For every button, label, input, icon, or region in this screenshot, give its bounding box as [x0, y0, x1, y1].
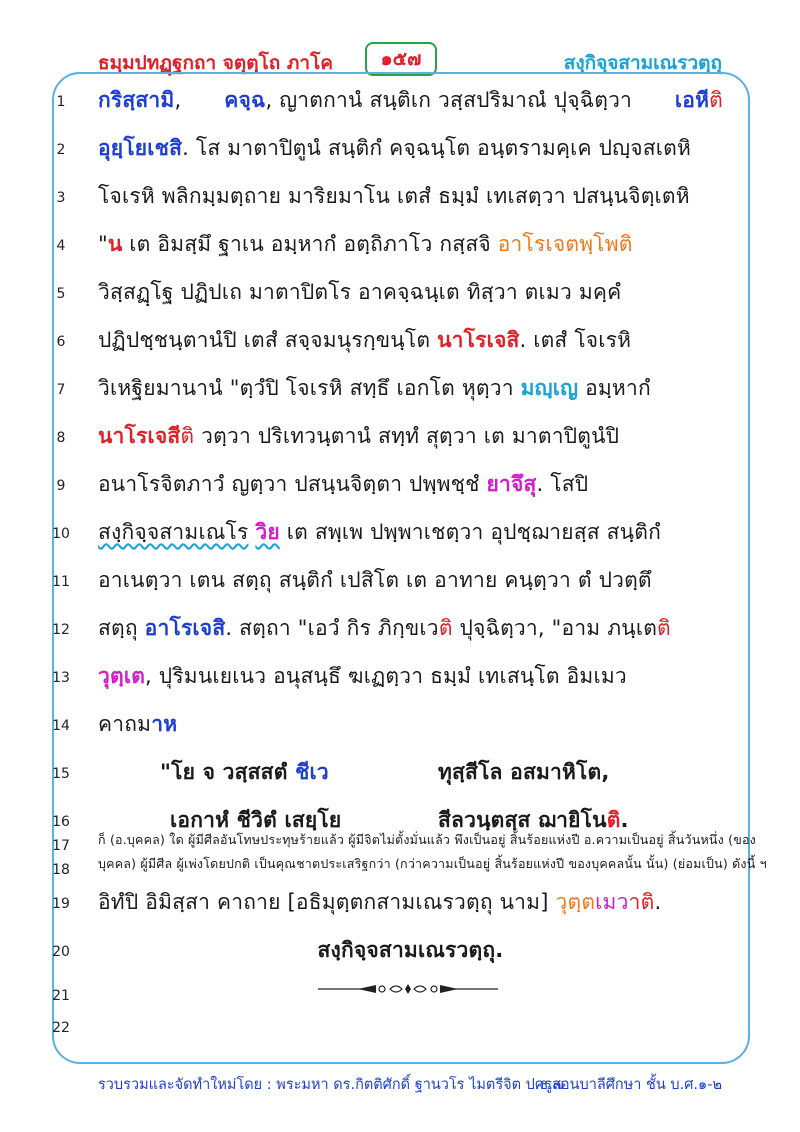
verse-part-a: เอกาหํ ชีวิตํ เสยฺโย [170, 808, 342, 832]
line-content [98, 324, 723, 357]
line-number: 11 [52, 574, 70, 590]
word-red: นาโรเจสี [98, 424, 181, 448]
verse-part-a [160, 756, 329, 789]
word: วตฺวา ปริเทวนฺตานํ สทฺทํ สุตฺวา เต มาตาปิตูนํปิ [194, 424, 620, 448]
line-content [98, 132, 723, 165]
compiler-credit: รวบรวมและจัดทำใหม่โดย : พระมหา ดร.กิตติศักดิ์ ฐานวโร ไมตรีจิต ป.ธ.๗ [98, 1077, 564, 1093]
word-highlight: อุยฺโยเชสิ [98, 136, 183, 160]
verse-line-1 [0, 750, 800, 796]
line-number: 14 [52, 718, 70, 734]
line-content [98, 228, 723, 261]
text-line-14 [0, 702, 800, 748]
text-line-10 [0, 510, 800, 556]
line-content [98, 468, 723, 501]
line-content: โจเรหิ พลิกมฺมตฺถาย มาริยมาโน เตสํ ธมฺมํ เทเสตฺวา ปสนฺนจิตฺเตหิ [98, 184, 690, 208]
word: อิทํปิ อิมิสฺสา คาถาย [อธิมุตฺตกสามเณรวตฺถุ นาม] [98, 890, 549, 914]
word-red: น [107, 232, 123, 256]
line-number: 9 [56, 478, 66, 494]
line-content [98, 372, 723, 405]
word: , ญาตกานํ สนฺติเก วสฺสปริมาณํ ปุจฺฉิตฺวา [265, 88, 633, 112]
text-line-22 [0, 1004, 800, 1050]
line-number: 13 [52, 670, 70, 686]
word: . [654, 890, 662, 914]
line-number: 4 [56, 238, 66, 254]
word: สตฺถุ [98, 616, 138, 640]
word: , [174, 88, 182, 112]
word: . [620, 808, 629, 832]
word: . โส มาตาปิตูนํ สนฺติกํ คจฺฉนฺโต อนฺตรามคฺเค ปญฺจสเตหิ [182, 136, 692, 160]
line-number: 12 [52, 622, 70, 638]
word-red: ติ [657, 616, 671, 640]
word: . เตสํ โจเรหิ [519, 328, 632, 352]
line-number: 3 [56, 190, 66, 206]
text-line-8 [0, 414, 800, 460]
teacher-credit: ครูสอนบาลีศึกษา ชั้น บ.ศ.๑-๒ [534, 1077, 722, 1093]
word-underlined: สงฺกิจฺจสามเณโร [98, 520, 249, 544]
word-cyan: มญฺเญ [520, 376, 579, 400]
divider-ornament-icon [318, 982, 498, 996]
word: เต อิมสฺมึ ฐาเน อมฺหากํ อตฺถิภาโว กสฺสจิ [122, 232, 491, 256]
line-content: อาเนตฺวา เตน สตฺถุ สนฺติกํ เปสิโต เต อาทาย คนฺตฺวา ตํ ปวตฺตึ [98, 568, 652, 592]
word-red: าติ [628, 890, 655, 914]
line-number: 10 [52, 526, 70, 542]
word-highlight: ชีเว [295, 760, 329, 784]
line-number: 21 [52, 988, 70, 1004]
line-number: 15 [52, 766, 70, 782]
line-content [98, 660, 723, 693]
word-magenta: เมว [595, 890, 629, 914]
text-line-13 [0, 654, 800, 700]
word: คาถม [98, 712, 152, 736]
text-line-9 [0, 462, 800, 508]
text-line-6 [0, 318, 800, 364]
text-line-3 [0, 174, 800, 220]
line-number: 20 [52, 944, 70, 960]
word: , ปุริมนเยเนว อนุสนฺธึ ฆเฏตฺวา ธมฺมํ เทเสนฺโต อิมเมว [145, 664, 627, 688]
line-number: 22 [52, 1020, 70, 1036]
word: "โย จ วสฺสสตํ [160, 760, 288, 784]
line-number: 5 [56, 286, 66, 302]
word-red: ติ [180, 424, 195, 448]
verse-part-b: ทุสฺสีโล อสมาหิโต, [438, 760, 610, 784]
word: . โสปิ [536, 472, 589, 496]
line-number: 7 [56, 382, 66, 398]
line-content [98, 886, 723, 919]
line-number: 8 [56, 430, 66, 446]
line-content: วิสฺสฏฺโฐ ปฏิปเถ มาตาปิตโร อาคจฺฉนฺเต ทิสฺวา ตเมว มคฺคํ [98, 280, 622, 304]
word-red: ติ [709, 88, 723, 112]
word-magenta: วิย [255, 520, 280, 544]
line-content: บุคคล) ผู้มีศีล ผู้เพ่งโดยปกติ เป็นคุณชาตประเสริฐกว่า (กว่าความเป็นอยู่ สิ้นร้อยแห่งปี ของบุคคลนั้น นั้น) (ย่อมเป็น) ดังนี้ ฯ [98, 856, 767, 871]
line-number: 1 [56, 94, 66, 110]
text-line-1 [0, 78, 800, 124]
word-highlight: เอหี [674, 88, 710, 112]
line-number: 6 [56, 334, 66, 350]
word-orange: วุตฺต [555, 890, 596, 914]
text-line-7 [0, 366, 800, 412]
word: สีลวนฺตสฺส ฌายิโน [438, 808, 607, 832]
book-title: ธมฺมปทฏฺฐกถา จตุตฺโถ ภาโค [98, 52, 334, 74]
word-magenta: วุตฺเต [98, 664, 146, 688]
line-number: 16 [52, 814, 70, 830]
line-content [98, 708, 723, 741]
word-red: นาโรเจสิ [437, 328, 520, 352]
text-line-11 [0, 558, 800, 604]
line-number: 19 [52, 896, 70, 912]
story-title: สงฺกิจฺจสามเณรวตฺถุ [563, 52, 722, 74]
word-highlight: าห [151, 712, 178, 736]
word-highlight: กริสฺสามิ [98, 88, 175, 112]
page-number: ๑๕๗ [365, 42, 437, 76]
line-number: 2 [56, 142, 66, 158]
line-content: ก็ (อ.บุคคล) ใด ผู้มีศีลอันโทษประทุษร้ายแล้ว ผู้มีจิตไม่ตั้งมั่นแล้ว พึงเป็นอยู่ สิ้นร้อยแห่งปี อ.ความเป็นอยู่ สิ้นวันหนึ่ง (ของ [98, 832, 756, 847]
story-end-title: สงฺกิจฺจสามเณรวตฺถุ. [317, 938, 504, 962]
word-highlight: คจฺฉ [224, 88, 266, 112]
word-red: ติ [606, 808, 621, 832]
text-line-19 [0, 880, 800, 926]
text-line-12 [0, 606, 800, 652]
word: อมฺหากํ [578, 376, 651, 400]
text-line-5 [0, 270, 800, 316]
line-content [98, 612, 723, 645]
word-magenta: ยาจึสุ [486, 472, 537, 496]
word: ปฏิปชฺชนฺตานํปิ เตสํ สจฺจมนุรกฺขนฺโต [98, 328, 431, 352]
line-content [98, 516, 723, 549]
word: เต สพฺเพ ปพฺพาเชตฺวา อุปชฺฌายสฺส สนฺติกํ [279, 520, 661, 544]
word: ปุจฺฉิตฺวา, "อาม ภนฺเต [452, 616, 658, 640]
line-number: 17 [52, 838, 70, 854]
text-line-20 [0, 928, 800, 974]
word-red: ติ [438, 616, 453, 640]
line-content [98, 84, 723, 117]
line-number: 18 [52, 862, 70, 878]
word: วิเหฐิยมานานํ "ตฺวํปิ โจเรหิ สทฺธึ เอกโต หุตฺวา [98, 376, 514, 400]
text-line-4 [0, 222, 800, 268]
line-content [98, 420, 723, 453]
word: . สตฺถา "เอวํ กิร ภิกฺขเว [225, 616, 439, 640]
word-highlight: อาโรเจสิ [144, 616, 226, 640]
text-line-2 [0, 126, 800, 172]
word: " [98, 232, 108, 256]
word-orange: อาโรเจตพฺโพติ [497, 232, 633, 256]
word: อนาโรจิตภาวํ ญตฺวา ปสนฺนจิตฺตา ปพฺพชฺชํ [98, 472, 480, 496]
